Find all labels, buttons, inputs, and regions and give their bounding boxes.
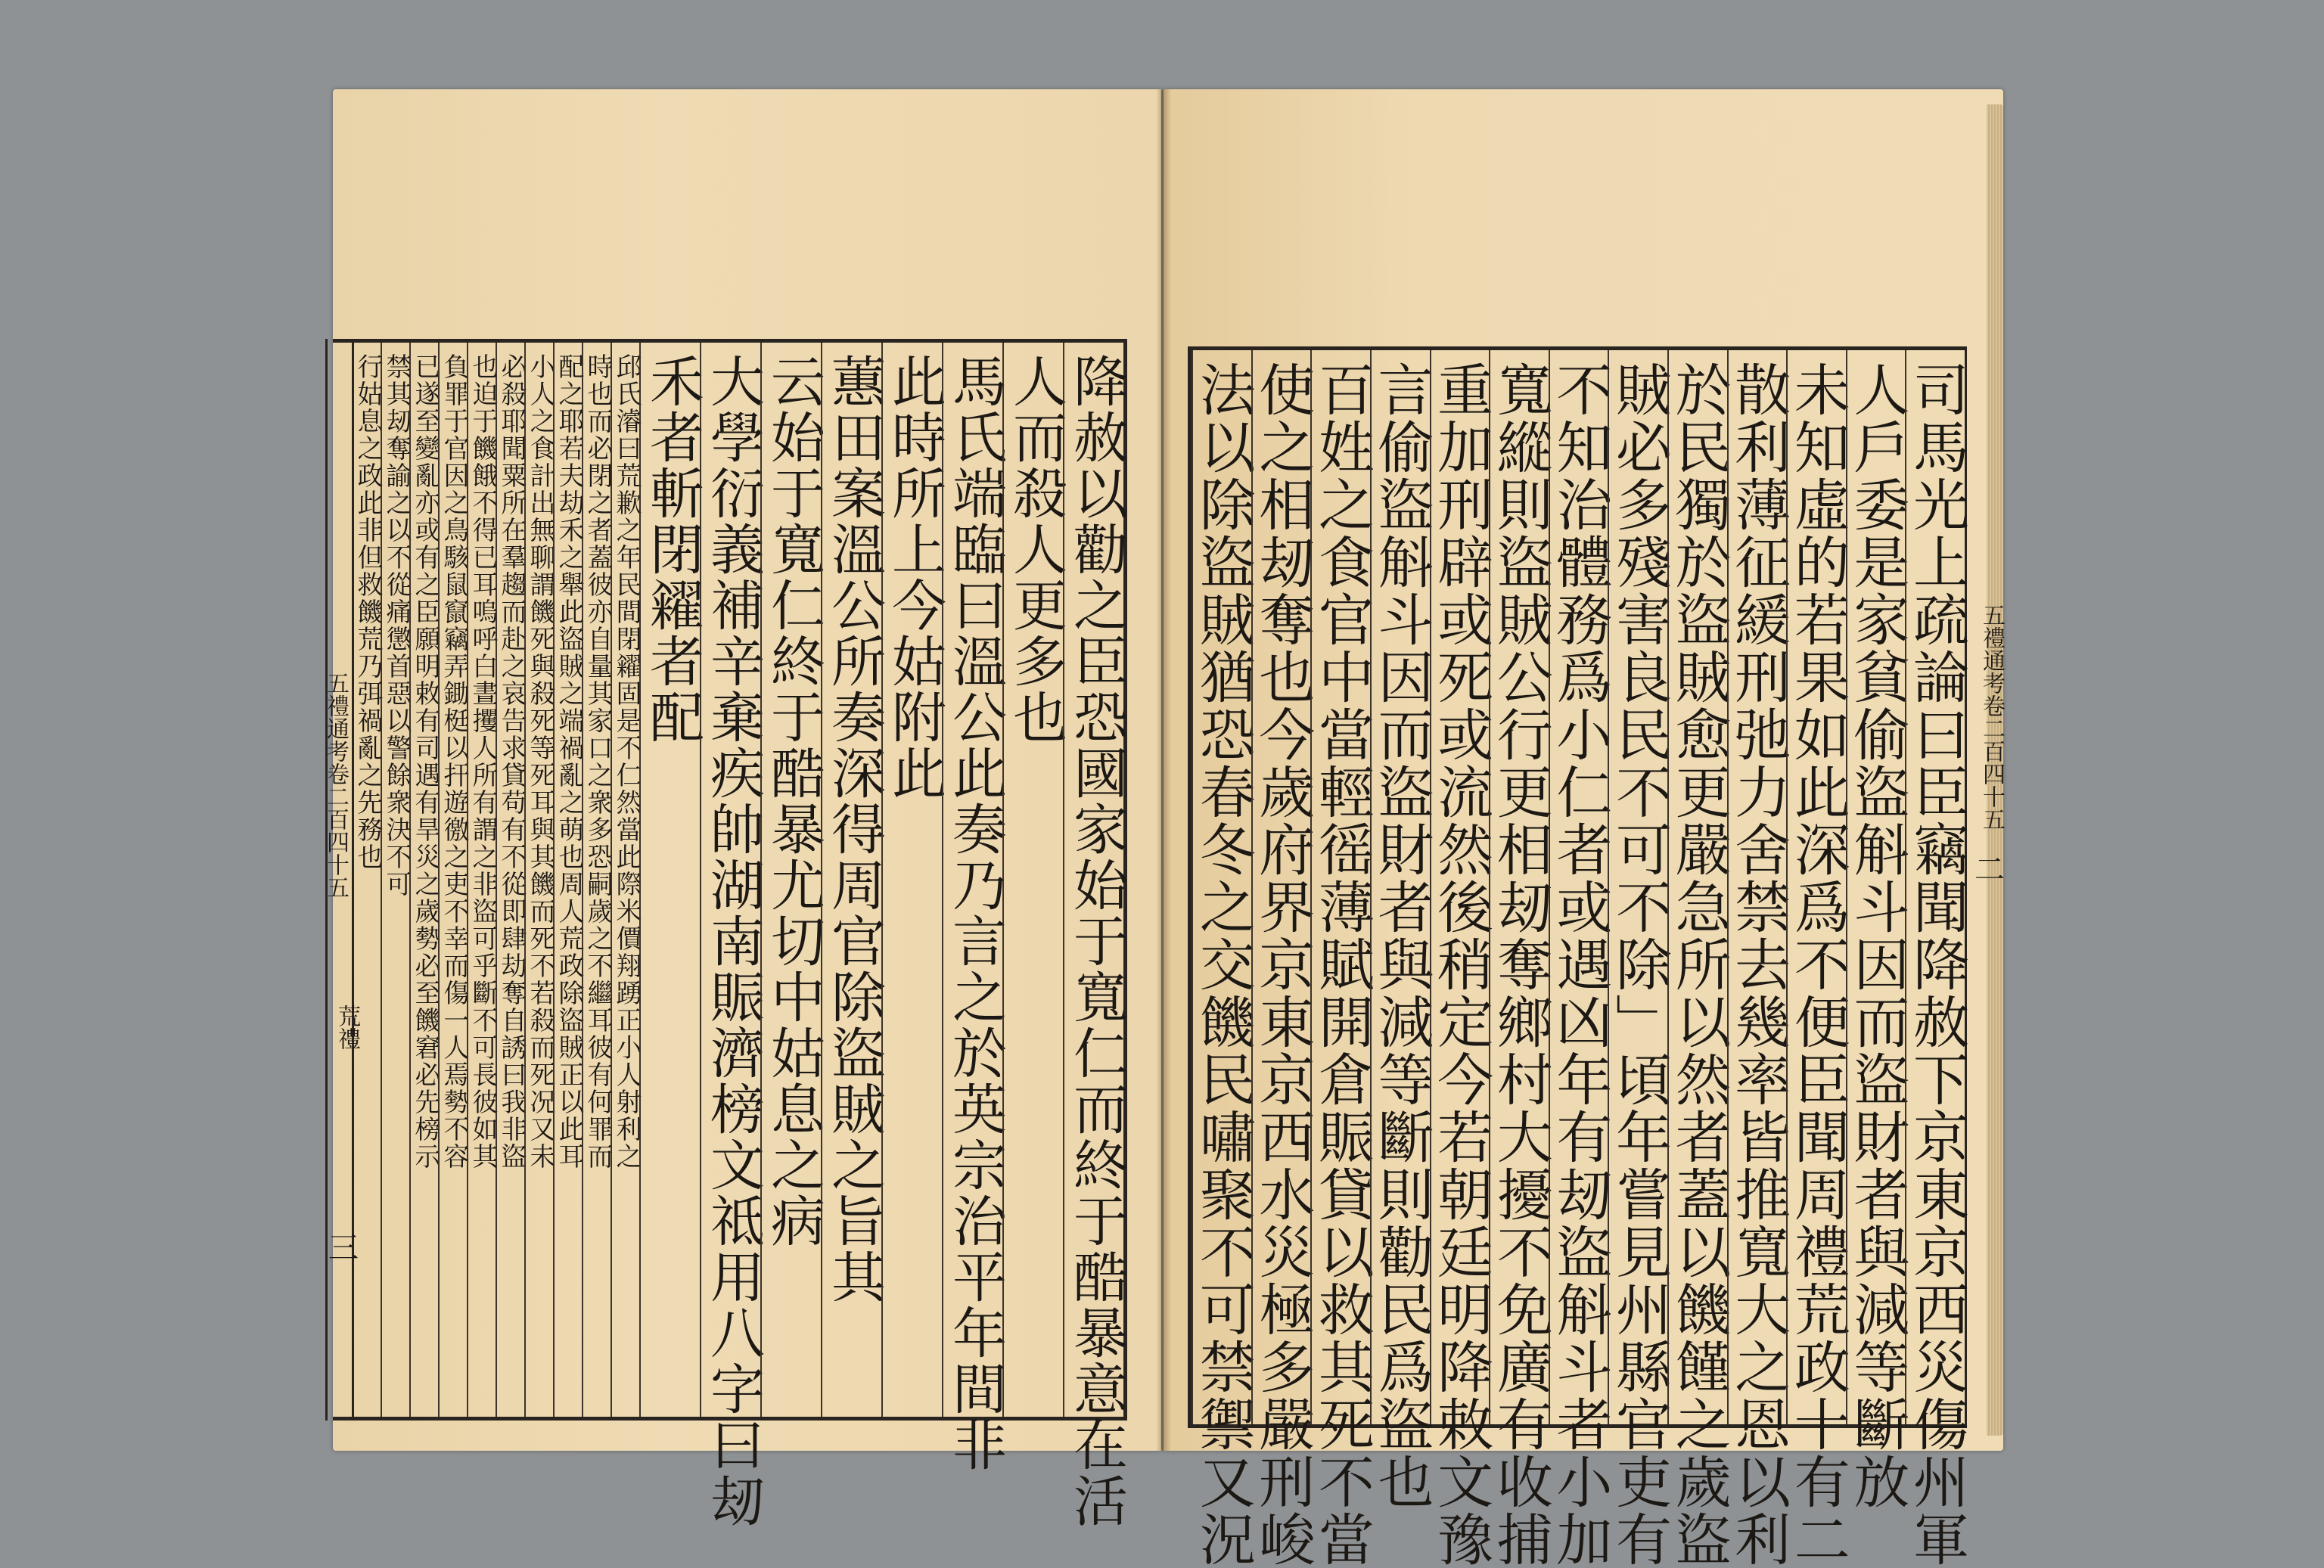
main-column: 云始于寬仁終于酷暴尤切中姑息之病 [760,343,821,1417]
right-page-fold-label: 五禮通考卷二百四十五 [1978,604,2005,831]
right-column: 重加刑辟或死或流然後稍定今若朝廷明降敕文豫 [1430,350,1490,1424]
right-column: 於民獨於盜賊愈更嚴急所以然者蓋以饑饉之歲盜 [1667,350,1727,1424]
left-columns [333,343,1128,1529]
left-text-frame [333,339,1128,1529]
right-column: 法以除盜賊猶恐春冬之交饑民嘯聚不可禁禦又況 [1192,350,1251,1424]
note-column: 也迫于饑餓不得已耳嗚呼白晝攫人所有謂之非盜可乎斷不可長彼如其 [467,343,496,1417]
main-column: 大學衍義補辛棄疾帥湖南賑濟榜文祗用八字曰刼 [700,343,760,1417]
right-column: 言偷盜斛斗因而盜財者與減等斷則勸民爲盜也 [1370,350,1430,1424]
right-column: 使之相刼奪也今歲府界京東京西水災極多嚴刑峻 [1251,350,1311,1424]
note-column: 必殺耶聞粟所在羣趨而赴之哀告求貸苟有不從即肆劫奪自誘曰我非盜 [496,343,524,1417]
note-column: 小人之食計出無聊謂饑死與殺死等死耳與其饑而死不若殺而死况又未 [524,343,553,1417]
left-folio: 三 [328,1231,359,1265]
main-column: 降赦以勸之臣恐國家始于寬仁而終于酷暴意在活 [1063,343,1123,1417]
right-columns [1190,350,1969,1568]
left-fold-sub: 荒禮 [334,1004,360,1050]
right-text-frame [1188,346,1969,1568]
main-column: 蕙田案溫公所奏深得周官除盜賊之旨其 [821,343,881,1417]
note-column: 行姑息之政此非但救饑荒乃弭禍亂之先務也 [352,343,381,1417]
note-column: 邱氏濬曰荒歉之年民間閉糴固是不仁然當此際米價翔踴正小人射利之 [611,343,639,1417]
right-column: 散利薄征緩刑弛力舍禁去幾率皆推寬大之恩以利 [1727,350,1787,1424]
note-column: 負罪于官因之鳥駭鼠竄竊弄鋤梃以扞遊徼之吏不幸而傷一人焉勢不容 [438,343,467,1417]
open-book [322,89,2020,1568]
note-column: 配之耶若夫劫禾之舉此盜賊之端禍亂之萌也周人荒政除盜賊正以此耳 [553,343,582,1417]
right-column: 百姓之食官中當輕徭薄賦開倉賑貸以救其死不當 [1310,350,1370,1424]
right-column: 人戶委是家貧偷盜斛斗因而盜財者與減等斷放 [1846,350,1906,1424]
right-column: 司馬光上疏論曰臣竊聞降赦下京東京西災傷州軍 [1905,350,1965,1424]
main-column: 人而殺人更多也 [1002,343,1063,1417]
book-gutter [1156,89,1171,1451]
main-column: 禾者斬閉糴者配 [639,343,700,1417]
note-column: 禁其刼奪諭之以不從痛懲首惡以警餘衆決不可 [381,343,409,1417]
right-column: 未知虛的若果如此深爲不便臣聞周禮荒政十有二 [1786,350,1846,1424]
right-column: 寬縱則盜賊公行更相刼奪鄉村大擾不免廣有收捕 [1489,350,1549,1424]
right-folio: 二 [1974,852,2005,887]
right-column: 賊必多殘害良民不可不除」頃年嘗見州縣官吏有 [1608,350,1667,1424]
note-column: 已遂至變亂亦或有之臣願明敕有司遇有旱災之歲勢必至饑窘必先榜示 [409,343,438,1417]
note-column: 時也而必閉之者蓋彼亦自量其家口之衆多恐嗣歲之不繼耳彼有何罪而 [582,343,611,1417]
main-column: 馬氏端臨曰溫公此奏乃言之於英宗治平年間非 [942,343,1002,1417]
main-column: 此時所上今姑附此 [881,343,942,1417]
right-column: 不知治體務爲小仁者或遇凶年有刼盜斛斗者小加 [1549,350,1608,1424]
left-fold-label: 五禮通考卷二百四十五 [322,672,349,899]
left-page [333,89,1161,1529]
